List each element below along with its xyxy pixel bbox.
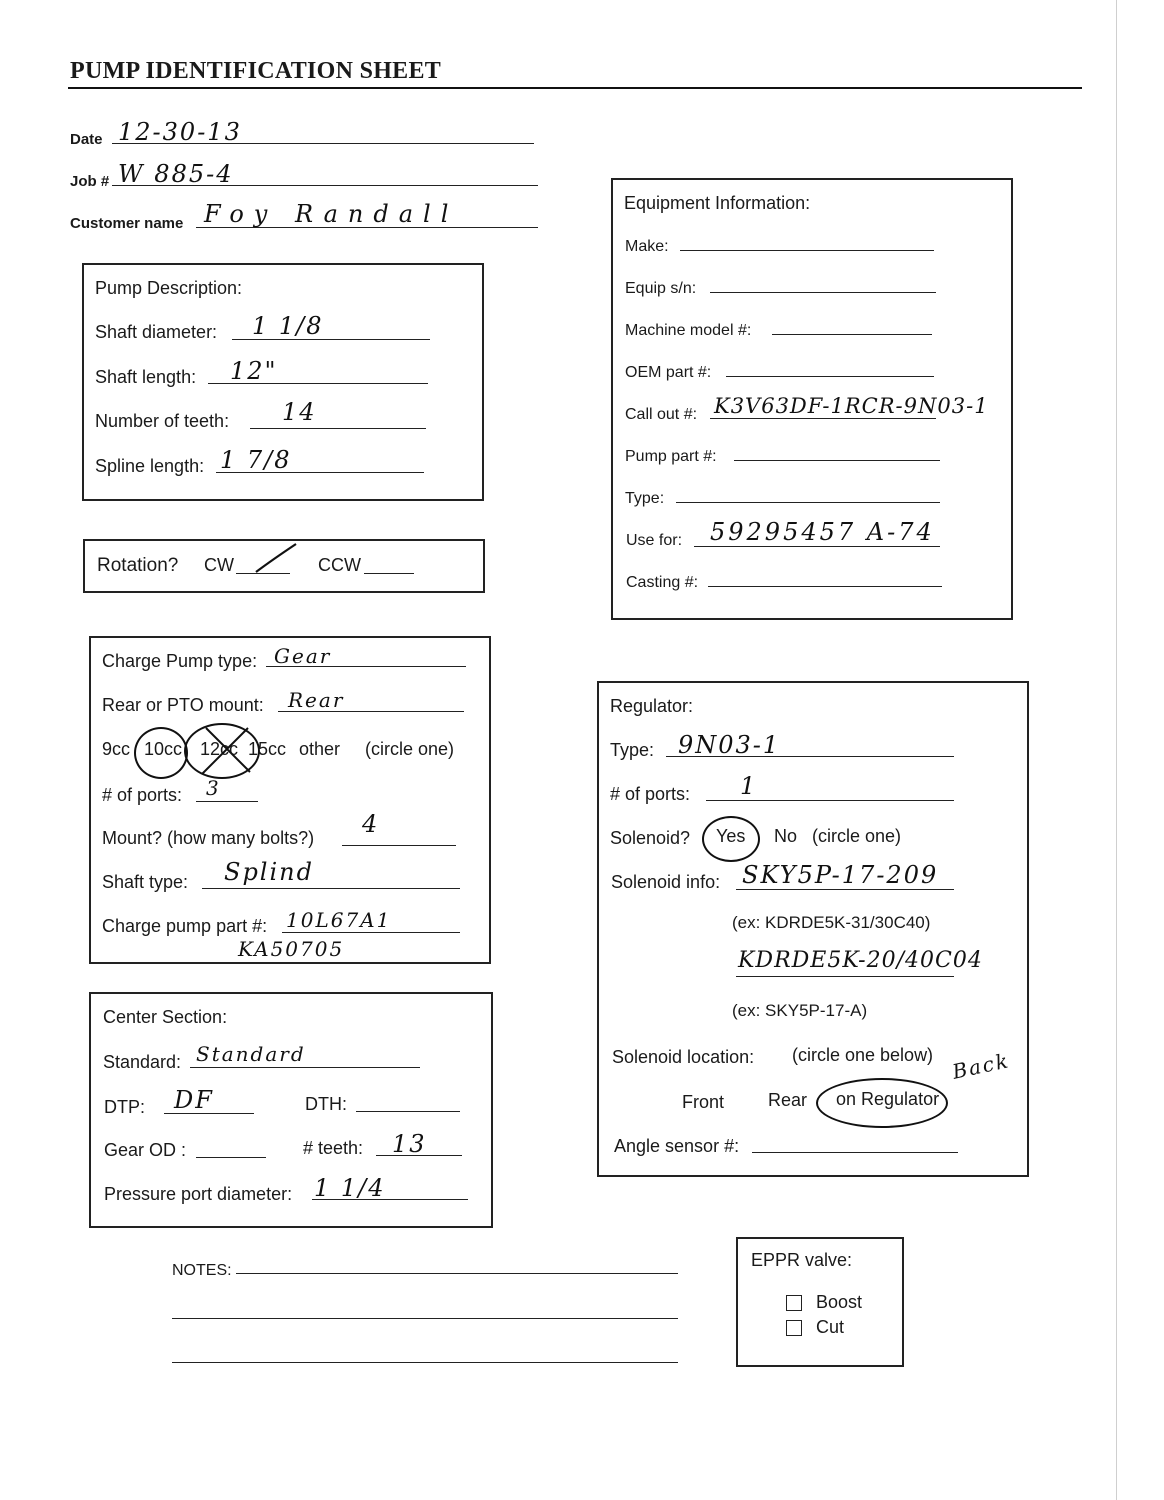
charge-ports-field[interactable] — [196, 801, 258, 802]
boost-checkbox[interactable] — [786, 1295, 802, 1311]
size-12cc[interactable]: 12cc — [200, 739, 239, 759]
rotation-ccw-label: CCW — [318, 555, 361, 575]
charge-part-field[interactable] — [282, 932, 460, 933]
solenoid-circle-hint: (circle one) — [812, 826, 902, 846]
mount-value: Rear — [288, 688, 345, 712]
casting-label: Casting #: — [626, 574, 699, 591]
solenoid-yes[interactable]: Yes — [716, 826, 746, 846]
charge-part-label: Charge pump part #: — [102, 916, 268, 936]
equip-sn-label: Equip s/n: — [625, 280, 697, 297]
location-on-regulator[interactable]: on Regulator — [836, 1089, 940, 1109]
standard-value: Standard — [196, 1042, 306, 1066]
standard-label: Standard: — [103, 1052, 182, 1072]
equip-sn-field[interactable] — [710, 292, 936, 293]
solenoid-no[interactable]: No — [774, 826, 798, 846]
eppr-cut-option[interactable] — [786, 1317, 844, 1338]
dtp-label: DTP: — [104, 1097, 146, 1117]
rotation-label: Rotation? — [97, 555, 179, 576]
mount-label: Rear or PTO mount: — [102, 695, 264, 715]
shaft-type-value: Splind — [224, 858, 314, 886]
charge-part-value-1: 10L67A1 — [286, 908, 392, 932]
mount-bolts-value: 4 — [362, 810, 380, 838]
casting-field[interactable] — [708, 586, 942, 587]
scan-edge-line — [1116, 0, 1117, 1500]
rotation-ccw-field[interactable] — [364, 573, 414, 574]
callout-value: K3V63DF-1RCR-9N03-1 — [714, 394, 989, 418]
standard-field[interactable] — [190, 1067, 420, 1068]
shaft-diameter-value: 1 1/8 — [252, 312, 324, 340]
title-rule — [68, 87, 1082, 89]
location-rear[interactable]: Rear — [768, 1090, 808, 1110]
equip-type-field[interactable] — [676, 502, 940, 503]
mount-bolts-field[interactable] — [342, 845, 456, 846]
use-for-label: Use for: — [626, 532, 683, 549]
size-other[interactable]: other — [299, 739, 341, 759]
solenoid-location-hint: (circle one below) — [792, 1045, 934, 1065]
size-10cc[interactable]: 10cc — [144, 739, 183, 759]
charge-ports-value: 3 — [206, 776, 221, 800]
regulator-heading: Regulator: — [610, 696, 694, 716]
shaft-length-value: 12" — [230, 357, 278, 385]
customer-label: Customer name — [70, 215, 184, 232]
location-front[interactable]: Front — [682, 1092, 725, 1112]
solenoid-info-value-2: KDRDE5K-20/40C04 — [738, 948, 983, 973]
charge-ports-label: # of ports: — [102, 785, 183, 805]
circle-10cc-mark — [134, 727, 188, 779]
cut-label: Cut — [816, 1317, 845, 1337]
teeth-value: 14 — [282, 398, 317, 426]
callout-label: Call out #: — [625, 406, 698, 423]
use-for-value: 59295457 A-74 — [710, 518, 935, 546]
oem-label: OEM part #: — [625, 364, 712, 381]
spline-value: 1 7/8 — [220, 446, 292, 474]
cut-checkbox[interactable] — [786, 1320, 802, 1336]
solenoid-info-field-2[interactable] — [736, 976, 954, 977]
rotation-cw-label: CW — [204, 555, 234, 575]
page-title: PUMP IDENTIFICATION SHEET — [70, 58, 442, 84]
regulator-ports-label: # of ports: — [610, 784, 691, 804]
gear-od-label: Gear OD : — [104, 1140, 187, 1160]
machine-model-label: Machine model #: — [625, 322, 752, 339]
oem-field[interactable] — [726, 376, 934, 377]
date-label: Date — [70, 131, 103, 148]
dth-field[interactable] — [356, 1111, 460, 1112]
notes-line-3[interactable] — [172, 1362, 678, 1363]
pump-part-field[interactable] — [734, 460, 940, 461]
notes-label: NOTES: — [172, 1262, 232, 1279]
regulator-type-label: Type: — [610, 740, 655, 760]
size-9cc[interactable]: 9cc — [102, 739, 131, 759]
solenoid-info-label: Solenoid info: — [611, 872, 721, 892]
solenoid-info-field[interactable] — [736, 889, 954, 890]
size-circle-hint: (circle one) — [365, 739, 455, 759]
dth-label: DTH: — [305, 1094, 347, 1114]
shaft-type-label: Shaft type: — [102, 872, 189, 892]
charge-pump-type-label: Charge Pump type: — [102, 651, 258, 671]
solenoid-example-2: (ex: SKY5P-17-A) — [732, 1001, 868, 1020]
pressure-port-label: Pressure port diameter: — [104, 1184, 293, 1204]
make-label: Make: — [625, 238, 669, 255]
solenoid-info-value: SKY5P-17-209 — [742, 861, 939, 889]
solenoid-example-1: (ex: KDRDE5K-31/30C40) — [732, 913, 931, 932]
pressure-port-value: 1 1/4 — [314, 1174, 386, 1202]
center-section-heading: Center Section: — [103, 1007, 228, 1027]
machine-model-field[interactable] — [772, 334, 932, 335]
job-label: Job # — [70, 173, 110, 190]
equip-type-label: Type: — [625, 490, 665, 507]
center-teeth-label: # teeth: — [303, 1138, 364, 1158]
size-15cc[interactable]: 15cc — [248, 739, 287, 759]
cw-check-mark — [252, 540, 300, 576]
pump-part-label: Pump part #: — [625, 448, 717, 465]
mount-bolts-label: Mount? (how many bolts?) — [102, 828, 315, 848]
pump-description-heading: Pump Description: — [95, 278, 243, 298]
center-teeth-value: 13 — [392, 1130, 427, 1158]
spline-label: Spline length: — [95, 456, 205, 476]
boost-label: Boost — [816, 1292, 863, 1312]
equipment-heading: Equipment Information: — [624, 193, 811, 213]
notes-line-1[interactable] — [236, 1273, 678, 1274]
cross-out-mark — [196, 722, 256, 778]
charge-part-value-2: KA50705 — [238, 937, 345, 961]
angle-sensor-label: Angle sensor #: — [614, 1136, 740, 1156]
eppr-heading: EPPR valve: — [751, 1250, 853, 1270]
regulator-ports-value: 1 — [740, 772, 758, 800]
gear-od-field[interactable] — [196, 1157, 266, 1158]
customer-value: Foy Randall — [204, 200, 459, 228]
dtp-value: DF — [174, 1086, 214, 1114]
use-for-field[interactable] — [694, 546, 940, 547]
regulator-type-value: 9N03-1 — [678, 731, 781, 759]
shaft-type-field[interactable] — [202, 888, 460, 889]
callout-field[interactable] — [710, 418, 936, 419]
job-value: W 885-4 — [118, 160, 234, 188]
solenoid-label: Solenoid? — [610, 828, 691, 848]
back-note: Back — [950, 1048, 1012, 1084]
angle-sensor-field[interactable] — [752, 1152, 958, 1153]
shaft-diameter-label: Shaft diameter: — [95, 322, 218, 342]
charge-pump-type-value: Gear — [274, 644, 332, 668]
regulator-ports-field[interactable] — [706, 800, 954, 801]
teeth-label: Number of teeth: — [95, 411, 230, 431]
eppr-boost-option[interactable] — [786, 1292, 862, 1313]
make-field[interactable] — [680, 250, 934, 251]
solenoid-location-label: Solenoid location: — [612, 1047, 755, 1067]
date-value: 12-30-13 — [118, 118, 242, 146]
on-regulator-circle-mark — [816, 1078, 948, 1128]
shaft-length-label: Shaft length: — [95, 367, 197, 387]
solenoid-yes-circle-mark — [702, 816, 760, 862]
notes-line-2[interactable] — [172, 1318, 678, 1319]
teeth-field[interactable] — [250, 428, 426, 429]
